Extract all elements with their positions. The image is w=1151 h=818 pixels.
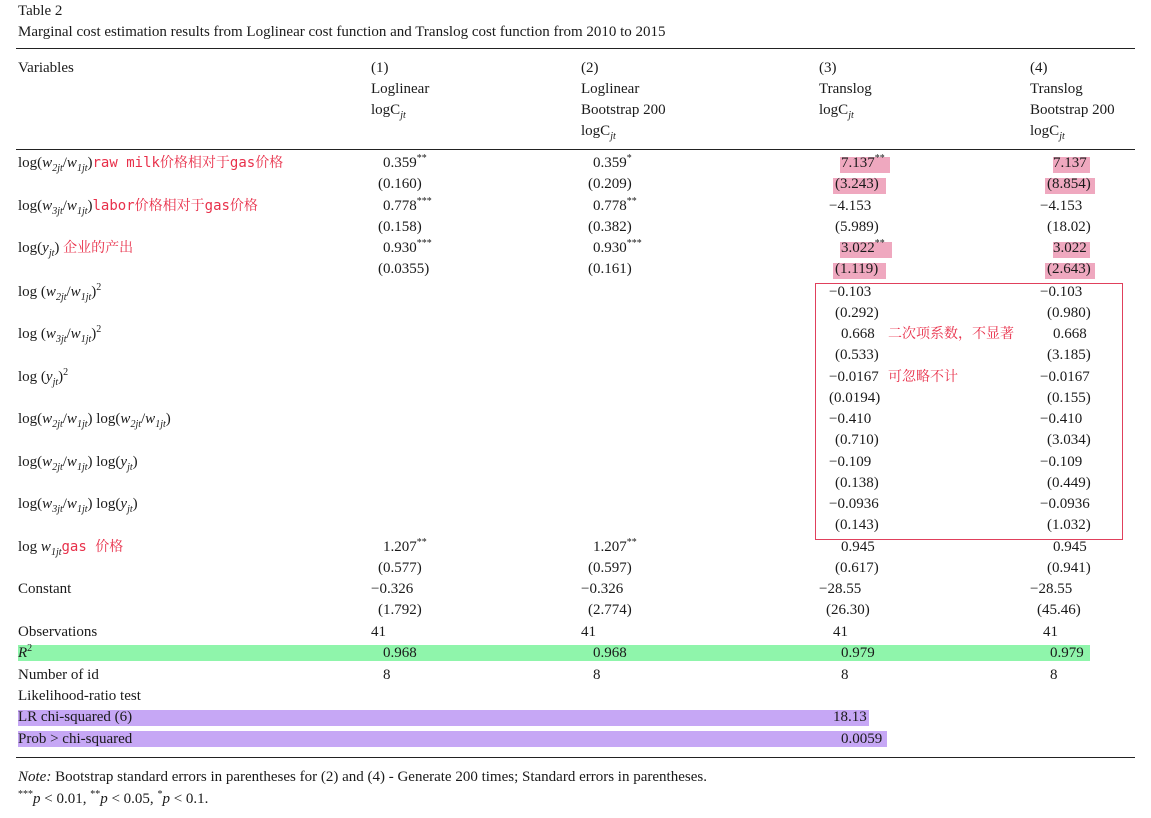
- cell-coef: −0.109: [1040, 454, 1083, 470]
- col-number: (1): [371, 60, 389, 76]
- sig-level-2: < 0.05,: [111, 791, 154, 807]
- cell-value: 41: [581, 624, 596, 640]
- cell-value: 0.979: [841, 645, 875, 661]
- cell-coef: 0.945: [841, 539, 875, 555]
- cell-se: (0.0355): [378, 261, 430, 277]
- cell-value: 0.979: [1050, 645, 1084, 661]
- cell-value: 8: [383, 667, 391, 683]
- cell-value: 8: [1050, 667, 1058, 683]
- cell-value: 41: [1043, 624, 1058, 640]
- col-model: Translog: [819, 81, 872, 97]
- col-number: (3): [819, 60, 837, 76]
- lr-test-heading: Likelihood-ratio test: [18, 688, 141, 704]
- cell-coef: 0.778**: [593, 196, 637, 214]
- cell-se: (0.158): [378, 219, 422, 235]
- row-label: Number of id: [18, 667, 99, 683]
- row-label: $\log w_{1jt}gas$ 价格: [18, 539, 124, 558]
- cell-coef: 0.359**: [383, 153, 427, 171]
- header-rule: [16, 149, 1135, 150]
- cell-se: (0.138): [835, 475, 879, 491]
- cell-se: (0.209): [588, 176, 632, 192]
- cell-se: (0.449): [1047, 475, 1091, 491]
- cell-coef: 0.778***: [383, 196, 432, 214]
- col-depvar: logC$_{jt}$: [581, 123, 616, 142]
- cell-se: (0.161): [588, 261, 632, 277]
- cell-coef: 0.945: [1053, 539, 1087, 555]
- cell-value: 41: [833, 624, 848, 640]
- row-annotation: labor价格相对于gas价格: [92, 198, 258, 214]
- table-caption: Marginal cost estimation results from Loglinear cost function and Translog cost function from 2010 to 2015: [18, 24, 666, 40]
- col-number: (4): [1030, 60, 1048, 76]
- row-label: Constant: [18, 581, 72, 597]
- sig-level-1: < 0.01,: [44, 791, 87, 807]
- cell-value: 8: [841, 667, 849, 683]
- cell-se: (26.30): [826, 602, 870, 618]
- cell-coef: −0.410: [1040, 411, 1083, 427]
- row-annotation: gas 价格: [61, 539, 124, 555]
- cell-coef: −0.0167: [1040, 369, 1090, 385]
- cell-se: (0.382): [588, 219, 632, 235]
- cell-coef: −0.109: [829, 454, 872, 470]
- cell-coef: −0.103: [829, 284, 872, 300]
- cell-coef: −0.103: [1040, 284, 1083, 300]
- row-label: $\log (w_{3jt}/w_{1jt})^2$: [18, 324, 102, 345]
- cell-value: 8: [593, 667, 601, 683]
- cell-se: (1.792): [378, 602, 422, 618]
- cell-coef: 7.137: [1053, 155, 1087, 171]
- cell-se: (2.774): [588, 602, 632, 618]
- cell-se: (0.533): [835, 347, 879, 363]
- cell-se: (18.02): [1047, 219, 1091, 235]
- cell-coef: −28.55: [819, 581, 862, 597]
- cell-se: (0.941): [1047, 560, 1091, 576]
- cell-coef: −28.55: [1030, 581, 1073, 597]
- row-label: $\log (w_{2jt}/w_{1jt})^2$: [18, 282, 102, 303]
- cell-coef: −4.153: [829, 198, 872, 214]
- col-number: (2): [581, 60, 599, 76]
- top-rule: [16, 48, 1135, 49]
- quadratic-annotation-line2: 可忽略不计: [888, 369, 958, 385]
- sig-level-3: < 0.1.: [173, 791, 209, 807]
- cell-se: (1.119): [835, 261, 879, 277]
- row-label: $\log(w_{2jt}/w_{1jt})raw$ milk价格相对于gas价格: [18, 155, 284, 174]
- col-depvar: logC$_{jt}$: [1030, 123, 1065, 142]
- cell-se: (8.854): [1047, 176, 1091, 192]
- cell-coef: 1.207**: [383, 537, 427, 555]
- highlight-r2-row: [18, 645, 1090, 661]
- cell-se: (3.185): [1047, 347, 1091, 363]
- cell-coef: 1.207**: [593, 537, 637, 555]
- cell-se: (0.292): [835, 305, 879, 321]
- cell-se: (5.989): [835, 219, 879, 235]
- cell-se: (0.160): [378, 176, 422, 192]
- col-extra: Bootstrap 200: [581, 102, 666, 118]
- cell-coef: −0.0936: [1040, 496, 1090, 512]
- cell-coef: −0.326: [581, 581, 624, 597]
- cell-value: 41: [371, 624, 386, 640]
- cell-coef: −0.410: [829, 411, 872, 427]
- col-depvar: logC$_{jt}$: [371, 102, 406, 121]
- row-label: LR chi-squared (6): [18, 709, 133, 725]
- row-label: $\log(w_{3jt}/w_{1jt})labor$价格相对于gas价格: [18, 198, 258, 217]
- cell-coef: −0.326: [371, 581, 414, 597]
- col-extra: Bootstrap 200: [1030, 102, 1115, 118]
- row-label: $\log(w_{2jt}/w_{1jt})$ $\log(w_{2jt}/w_{1jt})$: [18, 411, 171, 430]
- cell-coef: 0.668: [841, 326, 875, 342]
- col-model: Loglinear: [581, 81, 640, 97]
- cell-se: (0.143): [835, 517, 879, 533]
- row-label: $R^2$: [18, 643, 33, 661]
- cell-coef: 7.137**: [841, 153, 885, 171]
- cell-se: (0.980): [1047, 305, 1091, 321]
- highlight-lr-row: [18, 710, 869, 726]
- cell-se: (1.032): [1047, 517, 1091, 533]
- col-model: Translog: [1030, 81, 1083, 97]
- cell-se: (2.643): [1047, 261, 1091, 277]
- cell-value: 0.968: [383, 645, 417, 661]
- cell-coef: −0.0167: [829, 369, 879, 385]
- cell-se: (0.577): [378, 560, 422, 576]
- cell-coef: −4.153: [1040, 198, 1083, 214]
- cell-value: 0.0059: [841, 731, 883, 747]
- col-depvar: logC$_{jt}$: [819, 102, 854, 121]
- cell-se: (3.243): [835, 176, 879, 192]
- table-label: Table 2: [18, 3, 63, 19]
- cell-coef: 3.022: [1053, 240, 1087, 256]
- cell-value: 18.13: [833, 709, 867, 725]
- highlight-prob-row: [18, 731, 887, 747]
- row-label: $\log(y_{jt})$ 企业的产出: [18, 240, 134, 259]
- cell-se: (0.710): [835, 432, 879, 448]
- row-label: Prob > chi-squared: [18, 731, 133, 747]
- cell-se: (45.46): [1037, 602, 1081, 618]
- row-annotation: 企业的产出: [63, 240, 134, 256]
- quadratic-annotation-line1: 二次项系数，不显著: [888, 326, 1014, 342]
- row-label: $\log(w_{3jt}/w_{1jt})$ $\log(y_{jt})$: [18, 496, 138, 515]
- cell-se: (0.597): [588, 560, 632, 576]
- row-label: $\log (y_{jt})^2$: [18, 367, 69, 388]
- cell-coef: 3.022**: [841, 238, 885, 256]
- col-model: Loglinear: [371, 81, 430, 97]
- cell-se: (0.0194): [829, 390, 881, 406]
- bottom-rule: [16, 757, 1135, 758]
- cell-se: (0.617): [835, 560, 879, 576]
- cell-coef: 0.359*: [593, 153, 632, 171]
- header-variables: Variables: [18, 60, 74, 76]
- cell-coef: 0.930***: [383, 238, 432, 256]
- cell-coef: 0.930***: [593, 238, 642, 256]
- row-label: $\log(w_{2jt}/w_{1jt})$ $\log(y_{jt})$: [18, 454, 138, 473]
- cell-coef: 0.668: [1053, 326, 1087, 342]
- row-label: Observations: [18, 624, 98, 640]
- cell-coef: −0.0936: [829, 496, 879, 512]
- significance-legend: ***p < 0.01, **p < 0.05, *p < 0.1.: [18, 789, 209, 807]
- cell-se: (0.155): [1047, 390, 1091, 406]
- cell-value: 0.968: [593, 645, 627, 661]
- row-annotation: raw milk价格相对于gas价格: [92, 155, 284, 171]
- table-note: Note: Bootstrap standard errors in parentheses for (2) and (4) - Generate 200 times; Standard errors in parentheses.: [18, 769, 707, 785]
- cell-se: (3.034): [1047, 432, 1091, 448]
